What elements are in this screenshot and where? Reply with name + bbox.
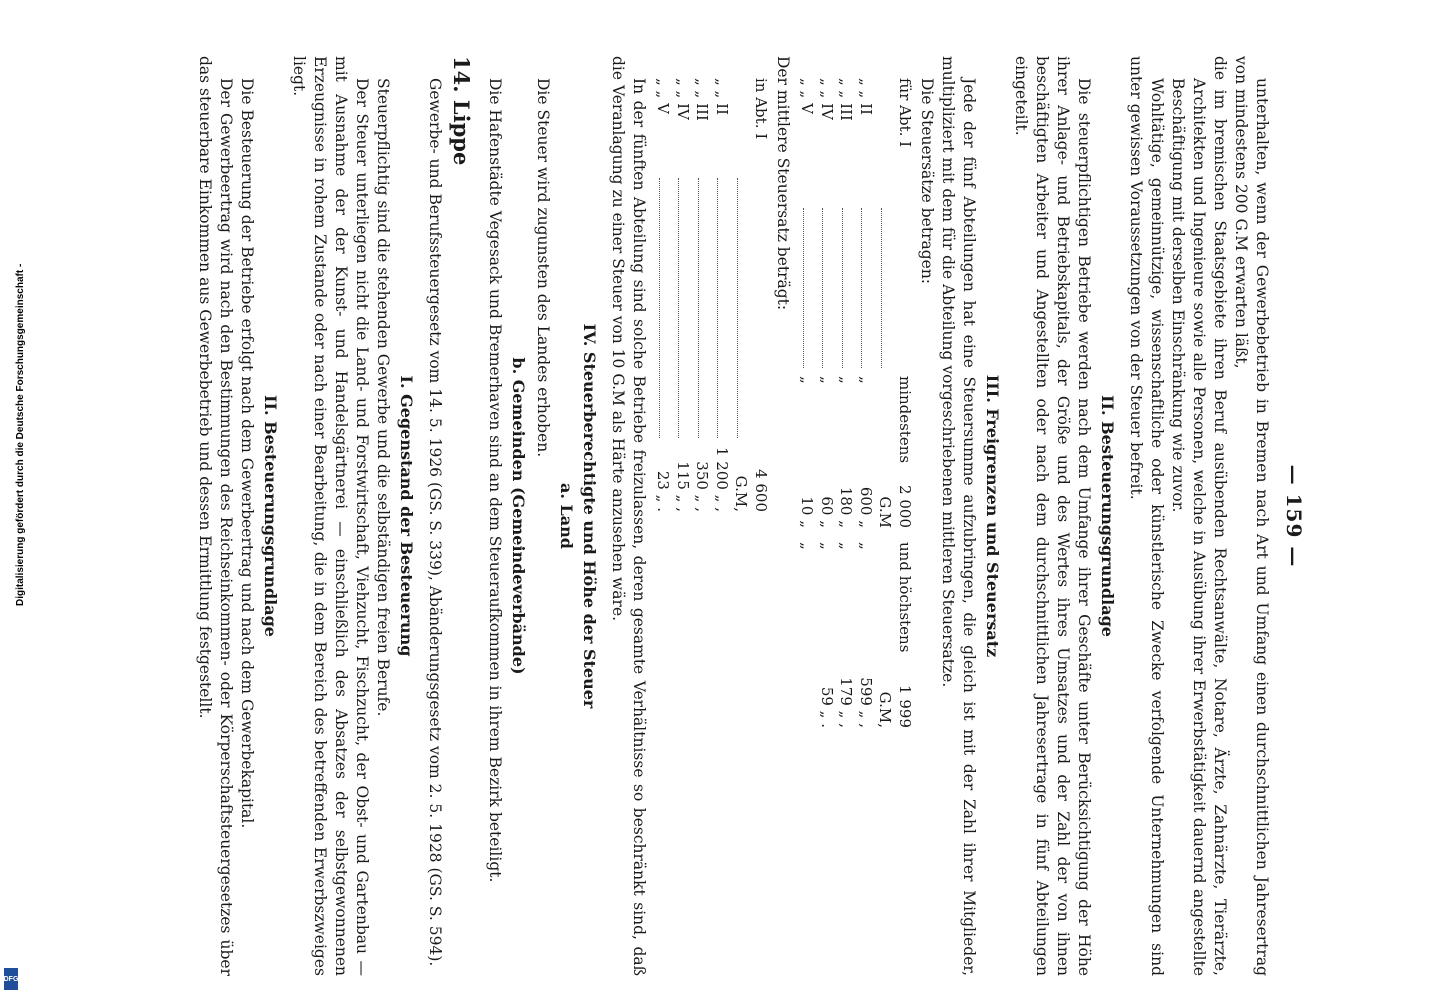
lippe-heading-gegenstand: I. Gegenstand der Besteuerung xyxy=(397,375,416,657)
tax-rate-row xyxy=(856,78,876,976)
rate-min-value: 60 „ xyxy=(818,496,836,528)
rate-min-word: „ xyxy=(798,376,817,384)
section-3-text-3: Der mittlere Steuersatz beträgt: xyxy=(774,56,792,311)
section-heading-besteuerungsgrundlage: II. Besteuerungsgrundlage xyxy=(1098,395,1117,637)
rate-min-value: 2 000 G.M xyxy=(876,485,914,528)
chapter-heading-lippe: 14. Lippe xyxy=(449,56,474,166)
mean-value: 350 „ , xyxy=(693,461,712,512)
rotated-scan-page xyxy=(132,0,1312,1000)
rate-max-value: 59 „ . xyxy=(818,686,836,728)
tax-rate-row xyxy=(817,78,837,976)
rate-min-word: „ xyxy=(857,376,875,384)
mean-value: 1 200 „ , xyxy=(713,446,731,512)
digitization-credit xyxy=(3,0,26,1000)
section-heading-freigrenzen: III. Freigrenzen und Steuersatz xyxy=(983,374,1002,658)
land-text: Die Steuer wird zugunsten des Landes erhoben. xyxy=(534,78,552,458)
rate-max-value xyxy=(797,654,817,734)
rate-max-word: „ xyxy=(857,542,875,550)
section-3-text-1: Jede der fünf Abteilungen hat eine Steuersumme aufzubringen, die gleich ist mit der Zahl ihrer Mitglieder, multipliziert mit dem für die Abteilung vorgeschriebenen mittleren Steuersatze. xyxy=(939,56,978,976)
dot-leader xyxy=(803,208,817,368)
page-number: — 159 — xyxy=(1282,464,1306,568)
mean-rate-row xyxy=(653,78,673,976)
mean-value: 23 „ . xyxy=(654,470,673,512)
lippe-law-reference: Gewerbe- und Berufssteuergesetz vom 14. 5. 1926 (GS. S. 339), Abänderungsgesetz vom 2. 5. 1928 (GS. S. 594). xyxy=(426,78,444,967)
tax-rate-row xyxy=(836,78,856,976)
intro-paragraph-2: die im bremischen Staatsgebiete ihren Beruf ausübenden Rechtsanwälte, Notare, Ärzte, Zahnärzte, Tierärzte, Architekten und Ingenieure sowie alle Personen, welche in Ausübung ihrer Erwerbstätigkeit dauernd angestellte Beschäftigung mit derselben Einschränkung wie zuvor. xyxy=(1169,56,1229,976)
rate-min-word: „ xyxy=(837,376,856,384)
dot-leader xyxy=(737,178,770,438)
rate-min-word: mindestens xyxy=(896,376,914,464)
intro-paragraph-1: unterhalten, wenn der Gewerbebetrieb in Bremen nach Art und Umfang einen durchschnittlichen Jahresertrag von mindestens 200 G.M erwarten läßt, xyxy=(1232,56,1271,976)
rate-max-word: „ xyxy=(837,542,856,550)
rate-division: „ „ V xyxy=(798,78,817,114)
gemeinden-text: Die Hafenstädte Vegesack und Bremerhaven sind an dem Steueraufkommen in ihrem Bezirk beteiligt. xyxy=(486,78,504,883)
dot-leader xyxy=(842,208,856,368)
rate-min-value: 180 „ xyxy=(837,486,856,528)
rate-max-word: und höchstens xyxy=(896,542,914,653)
mean-division: „ „ II xyxy=(713,78,731,115)
mean-division: in Abt. I xyxy=(752,78,770,140)
subheading-gemeinden: b. Gemeinden (Gemeindeverbände) xyxy=(509,357,528,675)
dot-leader xyxy=(862,208,876,368)
section-3-text-4: In der fünften Abteilung sind solche Betriebe freizulassen, deren gesamte Verhältnisse so beschränkt sind, daß die Veranlagung zu einer Steuer von 10 G.M als Härte anzusehen wäre. xyxy=(609,56,648,976)
intro-paragraph-3: Wohltätige, gemeinnützige, wissenschaftliche oder künstlerische Zwecke verfolgende Unternehmungen sind unter gewissen Voraussetzungen von der Steuer befreit. xyxy=(1127,56,1166,976)
section-3-text-2: Die Steuersätze betragen: xyxy=(918,78,936,285)
rate-division: „ „ III xyxy=(837,78,856,121)
rate-min-word: „ xyxy=(818,376,836,384)
rate-max-word: „ xyxy=(818,542,836,550)
lippe-s2-text-1: Die Besteuerung der Betriebe erfolgt nach dem Gewerbeertrag und nach dem Gewerbekapital. xyxy=(238,78,256,829)
section-2-text: Die steuerpflichtigen Betriebe werden nach dem Umfange ihrer Geschäfte unter Berücksichtigung der Höhe ihrer Anlage- und Betriebskapitals, der Größe und des Wertes ihres Umsatzes und der Zahl der von ihnen beschäftigten Arbeiter und Angestellten oder nach dem durchschnittlichen Jahresertrage in fünf Abteilungen eingeteilt. xyxy=(1012,56,1093,976)
section-heading-steuerberechtigte: IV. Steuerberechtigte und Höhe der Steuer xyxy=(580,323,599,709)
tax-rate-row xyxy=(797,78,817,976)
document-page xyxy=(132,0,1312,1000)
dot-leader xyxy=(698,178,712,438)
tax-rate-table xyxy=(797,78,914,976)
rate-division: „ „ II xyxy=(857,78,875,115)
lippe-s1-text-2: Der Steuer unterliegen nicht die Land- und Forstwirtschaft, Viehzucht, Fischzucht, der Obst- und Gartenbau — mit Ausnahme der der Kunst- und Handelsgärtnerei — einschließlich des Absatzes der selbstgewonnenen Erzeugnisse in rohem Zustande oder nach einer Bearbeitung, die in dem Bereich des betreffenden Erwerbszweiges liegt. xyxy=(290,56,371,976)
mean-division: „ „ III xyxy=(693,78,712,121)
lippe-heading-besteuerungsgrundlage: II. Besteuerungsgrundlage xyxy=(261,395,280,637)
lippe-s1-text-1: Steuerpflichtig sind die stehenden Gewerbe und die selbständigen freien Berufe. xyxy=(374,78,392,717)
mean-rate-row xyxy=(712,78,732,976)
dot-leader xyxy=(881,208,914,368)
dot-leader xyxy=(659,178,673,438)
rate-max-word: „ xyxy=(798,542,817,550)
mean-rate-table xyxy=(653,78,770,976)
rate-max-value: 599 „ , xyxy=(857,677,875,728)
mean-division: „ „ V xyxy=(654,78,673,114)
lippe-s2-text-2: Der Gewerbeertrag wird nach den Bestimmungen des Reichseinkommen- oder Körperschaftsteuergesetzes über das steuerbare Einkommen aus Gewerbebetrieb und dessen Ermittlung festgestellt. xyxy=(196,56,235,976)
subheading-land: a. Land xyxy=(557,483,576,549)
rate-max-value: 1 999 G.M, xyxy=(876,685,914,728)
mean-rate-row xyxy=(731,78,770,976)
mean-division: „ „ IV xyxy=(674,78,692,120)
mean-rate-row xyxy=(673,78,693,976)
rate-max-value: 179 „ , xyxy=(837,677,856,728)
mean-rate-row xyxy=(692,78,712,976)
mean-value: 4 600 G.M, xyxy=(732,469,770,512)
dot-leader xyxy=(823,208,837,368)
mean-value: 115 „ , xyxy=(674,461,692,512)
rate-division: „ „ IV xyxy=(818,78,836,120)
rate-division: für Abt. I xyxy=(896,78,914,148)
tax-rate-row xyxy=(875,78,914,976)
rate-min-value: 10 „ xyxy=(798,496,817,528)
rate-min-value: 600 „ xyxy=(857,486,875,528)
dot-leader xyxy=(679,178,693,438)
dfg-logo: DFG xyxy=(4,968,18,990)
credit-text: Digitalisierung gefördert durch die Deutsche Forschungsgemeinschaft - xyxy=(15,263,26,606)
dot-leader xyxy=(718,178,732,438)
